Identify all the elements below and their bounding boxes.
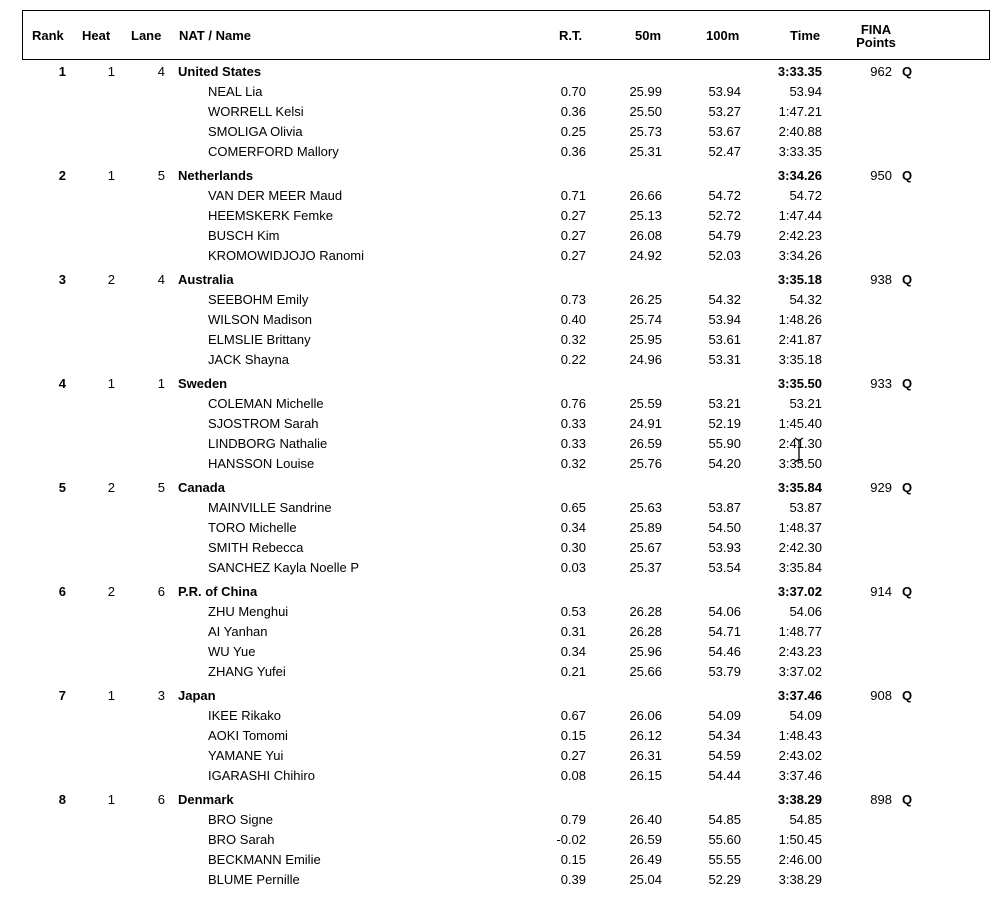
team-row [0,62,998,82]
swimmer-reaction-time: 0.34 [560,520,586,535]
team-heat: 2 [107,584,115,599]
swimmer-row [0,558,998,578]
swimmer-row [0,226,998,246]
swimmer-row [0,394,998,414]
team-heat: 1 [107,168,115,183]
swimmer-reaction-time: 0.25 [560,124,586,139]
team-nation: Canada [178,480,225,495]
swimmer-reaction-time: 0.22 [560,352,586,367]
swimmer-cumulative-time: 54.72 [789,188,822,203]
swimmer-split-50m: 24.96 [629,352,662,367]
swimmer-name: ZHU Menghui [208,604,289,619]
team-fina-points: 914 [870,584,892,599]
swimmer-split-100m: 52.29 [708,872,741,887]
swimmer-cumulative-time: 3:35.18 [778,352,822,367]
swimmer-name: SMOLIGA Olivia [208,124,303,139]
team-fina-points: 908 [870,688,892,703]
swimmer-split-100m: 54.59 [708,748,741,763]
swimmer-split-100m: 54.20 [708,456,741,471]
swimmer-cumulative-time: 3:35.50 [778,456,822,471]
swimmer-row [0,642,998,662]
team-block [0,686,998,786]
team-block [0,166,998,266]
swimmer-cumulative-time: 1:50.45 [778,832,822,847]
swimmer-name: KROMOWIDJOJO Ranomi [208,248,365,263]
swimmer-row [0,850,998,870]
swimmer-name: SMITH Rebecca [208,540,304,555]
qualified-badge: Q [902,584,913,599]
swimmer-reaction-time: 0.21 [560,664,586,679]
swimmer-name: ZHANG Yufei [208,664,286,679]
swimmer-split-100m: 55.60 [708,832,741,847]
swimmer-split-50m: 26.49 [629,852,662,867]
team-block [0,374,998,474]
swimmer-row [0,82,998,102]
team-time: 3:35.84 [777,480,822,495]
header-50m: 50m [635,28,662,43]
swimmer-name: SANCHEZ Kayla Noelle P [208,560,359,575]
swimmer-reaction-time: 0.03 [560,560,586,575]
swimmer-row [0,350,998,370]
swimmer-cumulative-time: 2:41.30 [778,436,822,451]
swimmer-reaction-time: 0.34 [560,644,586,659]
team-lane: 5 [157,480,165,495]
swimmer-split-50m: 25.73 [629,124,662,139]
swimmer-name: AI Yanhan [208,624,268,639]
swimmer-reaction-time: 0.71 [560,188,586,203]
swimmer-reaction-time: 0.08 [560,768,586,783]
swimmer-name: JACK Shayna [208,352,289,367]
swimmer-cumulative-time: 3:38.29 [778,872,822,887]
swimmer-split-100m: 54.46 [708,644,741,659]
swimmer-reaction-time: 0.70 [560,84,586,99]
swimmer-row [0,622,998,642]
swimmer-split-50m: 25.31 [629,144,662,159]
swimmer-name: IKEE Rikako [208,708,281,723]
team-row [0,582,998,602]
team-lane: 1 [157,376,165,391]
results-table [0,62,998,890]
team-time: 3:37.02 [777,584,822,599]
team-fina-points: 938 [870,272,892,287]
swimmer-row [0,142,998,162]
qualified-badge: Q [902,272,913,287]
swimmer-cumulative-time: 1:48.37 [778,520,822,535]
swimmer-name: LINDBORG Nathalie [208,436,328,451]
team-fina-points: 933 [870,376,892,391]
team-row [0,686,998,706]
team-nation: Sweden [178,376,228,391]
team-heat: 1 [107,64,115,79]
swimmer-reaction-time: 0.27 [560,748,586,763]
swimmer-row [0,290,998,310]
swimmer-name: BUSCH Kim [208,228,280,243]
swimmer-name: TORO Michelle [208,520,297,535]
swimmer-split-50m: 26.06 [629,708,662,723]
team-heat: 1 [107,376,115,391]
swimmer-split-100m: 54.32 [708,292,741,307]
team-rank: 2 [58,168,66,183]
swimmer-row [0,726,998,746]
results-header [22,10,990,60]
team-heat: 1 [107,792,115,807]
swimmer-reaction-time: 0.53 [560,604,586,619]
swimmer-split-100m: 52.72 [708,208,741,223]
swimmer-name: WORRELL Kelsi [208,104,304,119]
swimmer-split-50m: 25.76 [629,456,662,471]
swimmer-split-50m: 25.63 [629,500,662,515]
swimmer-name: BECKMANN Emilie [208,852,321,867]
swimmer-split-50m: 25.89 [629,520,662,535]
swimmer-reaction-time: 0.39 [560,872,586,887]
team-rank: 3 [58,272,66,287]
swimmer-split-50m: 25.67 [629,540,662,555]
swimmer-cumulative-time: 53.87 [789,500,822,515]
swimmer-reaction-time: 0.73 [560,292,586,307]
swimmer-split-50m: 25.74 [629,312,662,327]
swimmer-row [0,498,998,518]
team-nation: Netherlands [178,168,254,183]
swimmer-reaction-time: 0.27 [560,228,586,243]
team-lane: 5 [157,168,165,183]
swimmer-split-100m: 53.93 [708,540,741,555]
swimmer-split-50m: 24.91 [629,416,662,431]
team-rank: 4 [58,376,66,391]
swimmer-row [0,602,998,622]
swimmer-split-50m: 26.31 [629,748,662,763]
qualified-badge: Q [902,688,913,703]
swimmer-split-100m: 52.47 [708,144,741,159]
swimmer-cumulative-time: 3:37.02 [778,664,822,679]
swimmer-split-100m: 54.85 [708,812,741,827]
swimmer-reaction-time: 0.15 [560,728,586,743]
swimmer-cumulative-time: 54.32 [789,292,822,307]
swimmer-name: SEEBOHM Emily [208,292,309,307]
swimmer-row [0,310,998,330]
swimmer-reaction-time: 0.36 [560,104,586,119]
qualified-badge: Q [902,64,913,79]
team-time: 3:35.18 [777,272,822,287]
swimmer-cumulative-time: 2:40.88 [778,124,822,139]
swimmer-row [0,746,998,766]
swimmer-split-50m: 26.59 [629,832,662,847]
swimmer-row [0,102,998,122]
swimmer-cumulative-time: 2:42.30 [778,540,822,555]
team-row [0,478,998,498]
swimmer-split-100m: 53.94 [708,84,741,99]
swimmer-split-50m: 26.59 [629,436,662,451]
swimmer-cumulative-time: 3:34.26 [778,248,822,263]
header-rank: Rank [32,28,64,43]
swimmer-reaction-time: 0.67 [560,708,586,723]
swimmer-split-100m: 53.79 [708,664,741,679]
swimmer-split-50m: 26.25 [629,292,662,307]
team-lane: 4 [157,272,165,287]
swimmer-name: VAN DER MEER Maud [208,188,343,203]
swimmer-reaction-time: 0.76 [560,396,586,411]
swimmer-name: COLEMAN Michelle [208,396,324,411]
swimmer-reaction-time: 0.30 [560,540,586,555]
swimmer-name: HEEMSKERK Femke [208,208,333,223]
swimmer-reaction-time: 0.79 [560,812,586,827]
swimmer-split-100m: 54.50 [708,520,741,535]
swimmer-name: WU Yue [208,644,256,659]
swimmer-split-100m: 54.09 [708,708,741,723]
swimmer-split-100m: 54.44 [708,768,741,783]
team-fina-points: 962 [870,64,892,79]
team-lane: 3 [157,688,165,703]
swimmer-cumulative-time: 54.09 [789,708,822,723]
team-lane: 4 [157,64,165,79]
swimmer-cumulative-time: 54.06 [789,604,822,619]
swimmer-split-100m: 53.87 [708,500,741,515]
team-fina-points: 898 [870,792,892,807]
team-time: 3:38.29 [777,792,822,807]
team-nation: P.R. of China [178,584,258,599]
swimmer-split-100m: 52.03 [708,248,741,263]
swimmer-split-50m: 25.95 [629,332,662,347]
swimmer-cumulative-time: 2:42.23 [778,228,822,243]
swimmer-row [0,538,998,558]
team-block [0,62,998,162]
header-lane: Lane [131,28,162,43]
swimmer-reaction-time: 0.40 [560,312,586,327]
swimmer-row [0,662,998,682]
swimmer-split-50m: 25.99 [629,84,662,99]
swimmer-split-100m: 53.67 [708,124,741,139]
swimmer-split-100m: 53.61 [708,332,741,347]
swimmer-name: IGARASHI Chihiro [208,768,315,783]
team-time: 3:34.26 [777,168,822,183]
swimmer-split-100m: 54.79 [708,228,741,243]
team-row [0,270,998,290]
swimmer-cumulative-time: 3:33.35 [778,144,822,159]
swimmer-reaction-time: 0.65 [560,500,586,515]
header-100m: 100m [706,28,740,43]
swimmer-row [0,246,998,266]
swimmer-split-100m: 53.31 [708,352,741,367]
swimmer-name: YAMANE Yui [208,748,284,763]
team-rank: 1 [58,64,66,79]
team-row [0,790,998,810]
swimmer-reaction-time: 0.32 [560,332,586,347]
team-nation: Australia [178,272,234,287]
swimmer-row [0,330,998,350]
swimmer-row [0,766,998,786]
team-time: 3:35.50 [777,376,822,391]
team-rank: 6 [58,584,66,599]
swimmer-name: BLUME Pernille [208,872,300,887]
swimmer-split-50m: 25.04 [629,872,662,887]
swimmer-name: ELMSLIE Brittany [208,332,311,347]
swimmer-split-100m: 54.71 [708,624,741,639]
swimmer-split-50m: 26.12 [629,728,662,743]
swimmer-row [0,414,998,434]
swimmer-split-100m: 53.54 [708,560,741,575]
team-time: 3:33.35 [777,64,822,79]
team-heat: 1 [107,688,115,703]
swimmer-split-50m: 25.37 [629,560,662,575]
team-lane: 6 [157,584,165,599]
qualified-badge: Q [902,376,913,391]
text-cursor-icon [793,437,805,463]
swimmer-name: MAINVILLE Sandrine [208,500,332,515]
team-row [0,374,998,394]
swimmer-reaction-time: 0.27 [560,208,586,223]
swimmer-split-50m: 26.08 [629,228,662,243]
swimmer-row [0,830,998,850]
swimmer-reaction-time: 0.32 [560,456,586,471]
swimmer-split-100m: 54.34 [708,728,741,743]
qualified-badge: Q [902,168,913,183]
swimmer-cumulative-time: 1:48.77 [778,624,822,639]
swimmer-name: BRO Sarah [208,832,275,847]
swimmer-cumulative-time: 1:47.44 [778,208,822,223]
swimmer-split-50m: 26.66 [629,188,662,203]
swimmer-cumulative-time: 2:43.23 [778,644,822,659]
swimmer-cumulative-time: 1:48.43 [778,728,822,743]
swimmer-name: HANSSON Louise [208,456,315,471]
header-heat: Heat [82,28,111,43]
swimmer-row [0,186,998,206]
swimmer-split-100m: 52.19 [708,416,741,431]
swimmer-cumulative-time: 2:41.87 [778,332,822,347]
swimmer-row [0,122,998,142]
swimmer-split-50m: 25.66 [629,664,662,679]
header-name: NAT / Name [179,28,251,43]
swimmer-split-100m: 53.21 [708,396,741,411]
team-block [0,270,998,370]
swimmer-cumulative-time: 3:37.46 [778,768,822,783]
swimmer-cumulative-time: 3:35.84 [778,560,822,575]
swimmer-name: BRO Signe [208,812,274,827]
swimmer-cumulative-time: 53.94 [789,84,822,99]
team-heat: 2 [107,480,115,495]
team-nation: United States [178,64,262,79]
team-nation: Japan [178,688,216,703]
swimmer-cumulative-time: 1:45.40 [778,416,822,431]
swimmer-name: AOKI Tomomi [208,728,288,743]
swimmer-name: SJOSTROM Sarah [208,416,319,431]
swimmer-name: COMERFORD Mallory [208,144,339,159]
swimmer-split-50m: 25.96 [629,644,662,659]
swimmer-cumulative-time: 1:47.21 [778,104,822,119]
header-time: Time [790,28,821,43]
swimmer-split-100m: 55.90 [708,436,741,451]
team-block [0,478,998,578]
team-rank: 8 [58,792,66,807]
swimmer-split-50m: 26.28 [629,624,662,639]
team-block [0,790,998,890]
swimmer-row [0,518,998,538]
swimmer-split-100m: 55.55 [708,852,741,867]
header-fina-points [846,23,906,49]
team-heat: 2 [107,272,115,287]
swimmer-row [0,454,998,474]
swimmer-split-50m: 25.50 [629,104,662,119]
swimmer-split-50m: 26.28 [629,604,662,619]
swimmer-split-100m: 53.94 [708,312,741,327]
swimmer-row [0,706,998,726]
swimmer-reaction-time: 0.33 [560,436,586,451]
swimmer-cumulative-time: 1:48.26 [778,312,822,327]
swimmer-name: WILSON Madison [208,312,313,327]
swimmer-reaction-time: 0.15 [560,852,586,867]
team-time: 3:37.46 [777,688,822,703]
swimmer-split-50m: 25.13 [629,208,662,223]
swimmer-name: NEAL Lia [208,84,263,99]
swimmer-split-100m: 54.06 [708,604,741,619]
swimmer-cumulative-time: 2:43.02 [778,748,822,763]
team-fina-points: 950 [870,168,892,183]
team-block [0,582,998,682]
swimmer-reaction-time: 0.33 [560,416,586,431]
swimmer-split-100m: 54.72 [708,188,741,203]
qualified-badge: Q [902,480,913,495]
team-nation: Denmark [178,792,234,807]
header-fina-line2: Points [856,35,896,50]
swimmer-reaction-time: 0.31 [560,624,586,639]
team-rank: 7 [58,688,66,703]
swimmer-reaction-time: 0.36 [560,144,586,159]
swimmer-row [0,206,998,226]
swimmer-split-50m: 24.92 [629,248,662,263]
swimmer-cumulative-time: 53.21 [789,396,822,411]
team-fina-points: 929 [870,480,892,495]
swimmer-row [0,810,998,830]
header-rt: R.T. [559,28,583,43]
swimmer-cumulative-time: 54.85 [789,812,822,827]
team-row [0,166,998,186]
swimmer-reaction-time: -0.02 [556,832,586,847]
team-lane: 6 [157,792,165,807]
swimmer-split-50m: 25.59 [629,396,662,411]
swimmer-row [0,870,998,890]
header-fina-line1: FINA [860,22,892,37]
swimmer-cumulative-time: 2:46.00 [778,852,822,867]
swimmer-split-50m: 26.40 [629,812,662,827]
swimmer-split-50m: 26.15 [629,768,662,783]
team-rank: 5 [58,480,66,495]
qualified-badge: Q [902,792,913,807]
swimmer-split-100m: 53.27 [708,104,741,119]
swimmer-row [0,434,998,454]
swimmer-reaction-time: 0.27 [560,248,586,263]
